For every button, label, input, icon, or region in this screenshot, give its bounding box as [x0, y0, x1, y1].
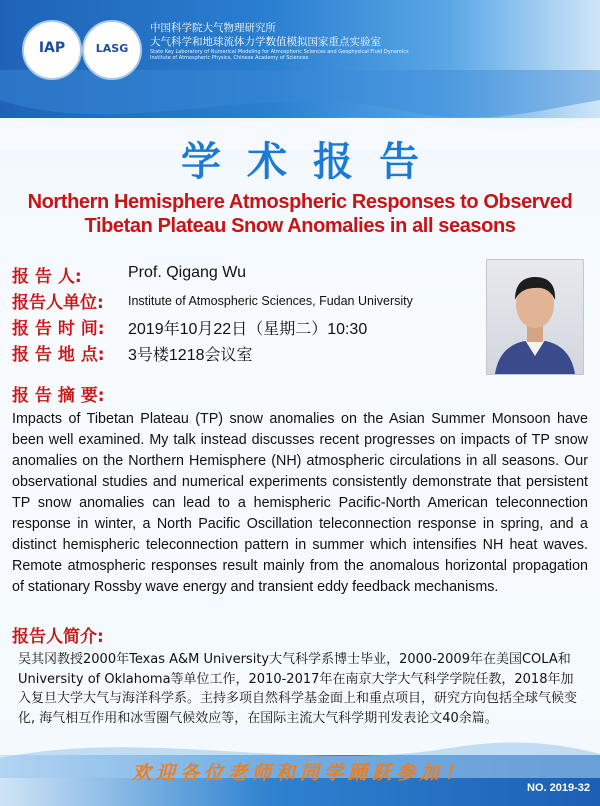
institution-cn-1: 中国科学院大气物理研究所	[150, 22, 276, 34]
affiliation-label: 报告人单位:	[12, 293, 104, 313]
institution-en-2: Institute of Atmospheric Physics, Chinese Academy of Sciences	[150, 55, 309, 61]
institution-block	[150, 22, 409, 61]
speaker-name: Prof. Qigang Wu	[128, 264, 246, 281]
speaker-photo	[486, 259, 584, 375]
bio-label: 报告人简介:	[12, 627, 104, 647]
place-value: 3号楼1218会议室	[128, 347, 253, 364]
report-number: NO. 2019-32	[527, 782, 590, 794]
talk-title	[0, 190, 600, 238]
iap-logo-text: IAP	[38, 40, 66, 56]
lasg-logo-text: LASG	[95, 42, 129, 55]
abstract-label: 报 告 摘 要:	[12, 386, 105, 406]
lasg-logo	[82, 20, 142, 80]
institution-cn-2: 大气科学和地球流体力学数值模拟国家重点实验室	[150, 36, 381, 48]
institution-en-1: State Key Laboratory of Numerical Modeling for Atmospheric Sciences and Geophysical Fluid Dynamics	[150, 49, 409, 55]
speaker-label: 报 告 人:	[12, 267, 82, 287]
talk-title-line-2: Tibetan Plateau Snow Anomalies in all seasons	[84, 215, 516, 237]
person-icon	[487, 260, 583, 374]
talk-title-line-1: Northern Hemisphere Atmospheric Responses to Observed	[27, 191, 573, 213]
abstract-text: Impacts of Tibetan Plateau (TP) snow anomalies on the Asian Summer Monsoon have been well examined. My talk instead discusses recent progresses on impacts of TP snow anomalies on the Northern Hemisphere (NH) atmospheric circulations in all seasons. Our observational studies and numerical experiments consistently demonstrate that persistent TP snow anomalies can lead to a hemispheric Pacific-North American teleconnection response in winter, a North Pacific Oscillation teleconnection response in spring, and a distinct hemispheric teleconnection pattern in summer which intensifies NH heat waves. Remote atmospheric responses result mainly from the anomalous horizontal propagation of stationary Rossby wave energy and transient eddy feedback mechanisms.	[12, 411, 588, 595]
bio-text: 吴其冈教授2000年Texas A&M University大气科学系博士毕业，2000-2009年在美国COLA和University of Oklahoma等单位工作，2010-2017年在南京大学大气科学学院任教，2018年加入复旦大学大气与海洋科学系。主持多项自然科学基金面上和重点项目，研究方向包括全球气候变化, 海气相互作用和冰雪圈气候效应等，在国际主流大气科学期刊发表论文40余篇。	[18, 652, 578, 726]
page-title: 学术报告	[181, 138, 445, 185]
time-label: 报 告 时 间:	[12, 319, 105, 339]
time-value: 2019年10月22日（星期二）10:30	[128, 321, 368, 338]
iap-logo	[22, 20, 82, 80]
welcome-message: 欢迎各位老师和同学踊跃参加！	[131, 762, 468, 784]
affiliation-value: Institute of Atmospheric Sciences, Fudan University	[128, 294, 413, 308]
place-label: 报 告 地 点:	[12, 345, 105, 365]
